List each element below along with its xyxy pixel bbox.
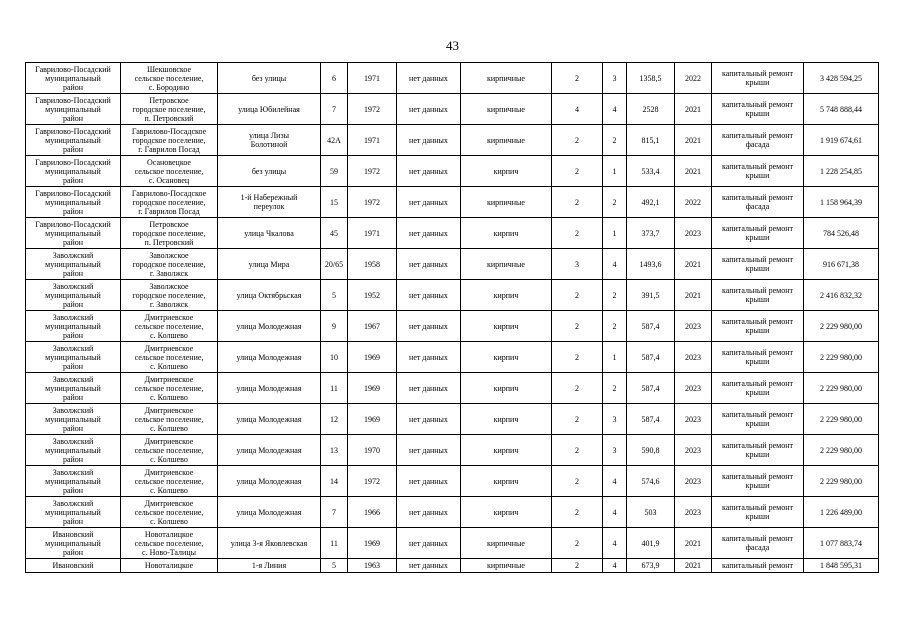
entrances-cell: 2 xyxy=(603,373,627,404)
settlement-cell: Заволжское городское поселение, г. Заволжск xyxy=(121,280,218,311)
wall-material-cell: кирпичные xyxy=(461,559,552,573)
settlement-cell: Дмитриевское сельское поселение, с. Колшево xyxy=(121,373,218,404)
cost-cell: 1 158 964,39 xyxy=(804,187,879,218)
work-type-cell: капитальный ремонт крыши xyxy=(712,373,804,404)
street-cell: улица Лизы Болотиной xyxy=(218,125,321,156)
floors-cell: 2 xyxy=(552,125,603,156)
house-number-cell: 11 xyxy=(321,373,348,404)
planned-year-cell: 2023 xyxy=(675,497,712,528)
build-year-cell: 1969 xyxy=(348,342,397,373)
wall-material-cell: кирпич xyxy=(461,435,552,466)
house-number-cell: 13 xyxy=(321,435,348,466)
area-cell: 533,4 xyxy=(627,156,675,187)
build-year-cell: 1952 xyxy=(348,280,397,311)
entrances-cell: 2 xyxy=(603,125,627,156)
page-number: 43 xyxy=(446,38,459,53)
table-row xyxy=(26,280,879,311)
cost-cell: 2 229 980,00 xyxy=(804,466,879,497)
street-cell: 1-й Набережный переулок xyxy=(218,187,321,218)
floors-cell: 2 xyxy=(552,63,603,94)
district-cell: Гаврилово-Посадский муниципальный район xyxy=(26,94,121,125)
build-year-cell: 1958 xyxy=(348,249,397,280)
settlement-cell: Дмитриевское сельское поселение, с. Колшево xyxy=(121,435,218,466)
cost-cell: 3 428 594,25 xyxy=(804,63,879,94)
floors-cell: 2 xyxy=(552,156,603,187)
street-cell: улица Молодежная xyxy=(218,311,321,342)
area-cell: 1493,6 xyxy=(627,249,675,280)
district-cell: Заволжский муниципальный район xyxy=(26,311,121,342)
entrances-cell: 3 xyxy=(603,63,627,94)
work-type-cell: капитальный ремонт крыши xyxy=(712,94,804,125)
cost-cell: 1 228 254,85 xyxy=(804,156,879,187)
settlement-cell: Дмитриевское сельское поселение, с. Колшево xyxy=(121,311,218,342)
planned-year-cell: 2023 xyxy=(675,404,712,435)
cost-cell: 784 526,48 xyxy=(804,218,879,249)
area-cell: 1358,5 xyxy=(627,63,675,94)
entrances-cell: 3 xyxy=(603,404,627,435)
district-cell: Гаврилово-Посадский муниципальный район xyxy=(26,156,121,187)
entrances-cell: 1 xyxy=(603,218,627,249)
wall-material-cell: кирпич xyxy=(461,280,552,311)
build-year-cell: 1967 xyxy=(348,311,397,342)
planned-year-cell: 2021 xyxy=(675,559,712,573)
settlement-cell: Новоталицкое сельское поселение, с. Ново-Талицы xyxy=(121,528,218,559)
street-cell: улица Чкалова xyxy=(218,218,321,249)
table-row xyxy=(26,404,879,435)
wall-material-cell: кирпичные xyxy=(461,94,552,125)
area-cell: 391,5 xyxy=(627,280,675,311)
floors-cell: 2 xyxy=(552,311,603,342)
settlement-cell: Новоталицкое xyxy=(121,559,218,573)
overhaul-year-cell: нет данных xyxy=(397,342,461,373)
entrances-cell: 4 xyxy=(603,559,627,573)
house-number-cell: 14 xyxy=(321,466,348,497)
house-number-cell: 9 xyxy=(321,311,348,342)
work-type-cell: капитальный ремонт крыши xyxy=(712,249,804,280)
house-number-cell: 45 xyxy=(321,218,348,249)
area-cell: 401,9 xyxy=(627,528,675,559)
cost-cell: 1 848 595,31 xyxy=(804,559,879,573)
overhaul-year-cell: нет данных xyxy=(397,156,461,187)
work-type-cell: капитальный ремонт крыши xyxy=(712,218,804,249)
overhaul-year-cell: нет данных xyxy=(397,187,461,218)
build-year-cell: 1966 xyxy=(348,497,397,528)
cost-cell: 916 671,38 xyxy=(804,249,879,280)
planned-year-cell: 2021 xyxy=(675,125,712,156)
entrances-cell: 4 xyxy=(603,94,627,125)
area-cell: 587,4 xyxy=(627,404,675,435)
table-row xyxy=(26,156,879,187)
street-cell: улица Молодежная xyxy=(218,342,321,373)
house-number-cell: 11 xyxy=(321,528,348,559)
wall-material-cell: кирпич xyxy=(461,156,552,187)
cost-cell: 1 919 674,61 xyxy=(804,125,879,156)
cost-cell: 1 077 883,74 xyxy=(804,528,879,559)
overhaul-year-cell: нет данных xyxy=(397,559,461,573)
house-number-cell: 7 xyxy=(321,497,348,528)
cost-cell: 2 229 980,00 xyxy=(804,373,879,404)
district-cell: Гаврилово-Посадский муниципальный район xyxy=(26,63,121,94)
planned-year-cell: 2021 xyxy=(675,249,712,280)
table-row xyxy=(26,249,879,280)
cost-cell: 1 226 489,00 xyxy=(804,497,879,528)
cost-cell: 2 229 980,00 xyxy=(804,311,879,342)
district-cell: Ивановский xyxy=(26,559,121,573)
wall-material-cell: кирпич xyxy=(461,342,552,373)
overhaul-year-cell: нет данных xyxy=(397,125,461,156)
table-row xyxy=(26,466,879,497)
wall-material-cell: кирпичные xyxy=(461,125,552,156)
table-body xyxy=(26,63,879,573)
floors-cell: 2 xyxy=(552,497,603,528)
work-type-cell: капитальный ремонт крыши xyxy=(712,466,804,497)
settlement-cell: Петровское городское поселение, п. Петровский xyxy=(121,218,218,249)
area-cell: 590,8 xyxy=(627,435,675,466)
wall-material-cell: кирпич xyxy=(461,497,552,528)
work-type-cell: капитальный ремонт фасада xyxy=(712,528,804,559)
district-cell: Заволжский муниципальный район xyxy=(26,373,121,404)
wall-material-cell: кирпич xyxy=(461,218,552,249)
area-cell: 373,7 xyxy=(627,218,675,249)
house-number-cell: 12 xyxy=(321,404,348,435)
cost-cell: 2 229 980,00 xyxy=(804,404,879,435)
work-type-cell: капитальный ремонт крыши xyxy=(712,404,804,435)
settlement-cell: Шекшовское сельское поселение, с. Бородино xyxy=(121,63,218,94)
street-cell: улица Мира xyxy=(218,249,321,280)
planned-year-cell: 2023 xyxy=(675,373,712,404)
overhaul-year-cell: нет данных xyxy=(397,466,461,497)
planned-year-cell: 2021 xyxy=(675,280,712,311)
work-type-cell: капитальный ремонт крыши xyxy=(712,342,804,373)
floors-cell: 2 xyxy=(552,373,603,404)
table-row xyxy=(26,94,879,125)
settlement-cell: Петровское городское поселение, п. Петровский xyxy=(121,94,218,125)
cost-cell: 2 229 980,00 xyxy=(804,435,879,466)
district-cell: Заволжский муниципальный район xyxy=(26,249,121,280)
settlement-cell: Гаврилово-Посадское городское поселение, г. Гаврилов Посад xyxy=(121,125,218,156)
settlement-cell: Осановецкое сельское поселение, с. Осановец xyxy=(121,156,218,187)
settlement-cell: Дмитриевское сельское поселение, с. Колшево xyxy=(121,404,218,435)
entrances-cell: 2 xyxy=(603,187,627,218)
table-row xyxy=(26,218,879,249)
street-cell: улица Молодежная xyxy=(218,404,321,435)
work-type-cell: капитальный ремонт крыши xyxy=(712,497,804,528)
district-cell: Заволжский муниципальный район xyxy=(26,342,121,373)
settlement-cell: Заволжское городское поселение, г. Заволжск xyxy=(121,249,218,280)
street-cell: 1-я Линия xyxy=(218,559,321,573)
street-cell: улица Молодежная xyxy=(218,497,321,528)
overhaul-year-cell: нет данных xyxy=(397,497,461,528)
house-number-cell: 5 xyxy=(321,559,348,573)
overhaul-year-cell: нет данных xyxy=(397,280,461,311)
floors-cell: 4 xyxy=(552,94,603,125)
entrances-cell: 1 xyxy=(603,342,627,373)
district-cell: Гаврилово-Посадский муниципальный район xyxy=(26,218,121,249)
street-cell: улица Молодежная xyxy=(218,435,321,466)
district-cell: Заволжский муниципальный район xyxy=(26,435,121,466)
settlement-cell: Гаврилово-Посадское городское поселение, г. Гаврилов Посад xyxy=(121,187,218,218)
area-cell: 587,4 xyxy=(627,342,675,373)
planned-year-cell: 2023 xyxy=(675,311,712,342)
wall-material-cell: кирпичные xyxy=(461,187,552,218)
overhaul-year-cell: нет данных xyxy=(397,218,461,249)
work-type-cell: капитальный ремонт крыши xyxy=(712,156,804,187)
table-row xyxy=(26,342,879,373)
street-cell: без улицы xyxy=(218,63,321,94)
house-number-cell: 10 xyxy=(321,342,348,373)
planned-year-cell: 2021 xyxy=(675,94,712,125)
wall-material-cell: кирпичные xyxy=(461,249,552,280)
build-year-cell: 1969 xyxy=(348,528,397,559)
area-cell: 673,9 xyxy=(627,559,675,573)
build-year-cell: 1971 xyxy=(348,63,397,94)
floors-cell: 2 xyxy=(552,528,603,559)
build-year-cell: 1972 xyxy=(348,187,397,218)
planned-year-cell: 2022 xyxy=(675,63,712,94)
build-year-cell: 1969 xyxy=(348,404,397,435)
table-row xyxy=(26,528,879,559)
work-type-cell: капитальный ремонт крыши xyxy=(712,280,804,311)
planned-year-cell: 2021 xyxy=(675,528,712,559)
work-type-cell: капитальный ремонт крыши xyxy=(712,63,804,94)
entrances-cell: 3 xyxy=(603,435,627,466)
wall-material-cell: кирпич xyxy=(461,404,552,435)
table-row xyxy=(26,373,879,404)
overhaul-year-cell: нет данных xyxy=(397,63,461,94)
entrances-cell: 4 xyxy=(603,249,627,280)
floors-cell: 3 xyxy=(552,249,603,280)
street-cell: улица 3-я Яковлевская xyxy=(218,528,321,559)
house-number-cell: 42А xyxy=(321,125,348,156)
table-row xyxy=(26,311,879,342)
overhaul-year-cell: нет данных xyxy=(397,94,461,125)
build-year-cell: 1963 xyxy=(348,559,397,573)
wall-material-cell: кирпичные xyxy=(461,528,552,559)
entrances-cell: 4 xyxy=(603,528,627,559)
work-type-cell: капитальный ремонт xyxy=(712,559,804,573)
area-cell: 587,4 xyxy=(627,311,675,342)
wall-material-cell: кирпич xyxy=(461,466,552,497)
district-cell: Ивановский муниципальный район xyxy=(26,528,121,559)
street-cell: улица Молодежная xyxy=(218,373,321,404)
planned-year-cell: 2023 xyxy=(675,342,712,373)
area-cell: 815,1 xyxy=(627,125,675,156)
floors-cell: 2 xyxy=(552,466,603,497)
planned-year-cell: 2021 xyxy=(675,156,712,187)
street-cell: улица Молодежная xyxy=(218,466,321,497)
settlement-cell: Дмитриевское сельское поселение, с. Колшево xyxy=(121,342,218,373)
entrances-cell: 4 xyxy=(603,466,627,497)
planned-year-cell: 2023 xyxy=(675,435,712,466)
overhaul-year-cell: нет данных xyxy=(397,435,461,466)
table-row xyxy=(26,125,879,156)
build-year-cell: 1970 xyxy=(348,435,397,466)
floors-cell: 2 xyxy=(552,187,603,218)
build-year-cell: 1971 xyxy=(348,125,397,156)
work-type-cell: капитальный ремонт фасада xyxy=(712,125,804,156)
area-cell: 2528 xyxy=(627,94,675,125)
area-cell: 503 xyxy=(627,497,675,528)
table-row xyxy=(26,497,879,528)
area-cell: 587,4 xyxy=(627,373,675,404)
street-cell: улица Юбилейная xyxy=(218,94,321,125)
build-year-cell: 1972 xyxy=(348,466,397,497)
wall-material-cell: кирпич xyxy=(461,373,552,404)
table-row xyxy=(26,435,879,466)
district-cell: Заволжский муниципальный район xyxy=(26,466,121,497)
work-type-cell: капитальный ремонт крыши xyxy=(712,435,804,466)
settlement-cell: Дмитриевское сельское поселение, с. Колшево xyxy=(121,466,218,497)
build-year-cell: 1972 xyxy=(348,94,397,125)
planned-year-cell: 2023 xyxy=(675,218,712,249)
overhaul-year-cell: нет данных xyxy=(397,373,461,404)
house-number-cell: 6 xyxy=(321,63,348,94)
district-cell: Заволжский муниципальный район xyxy=(26,404,121,435)
cost-cell: 2 416 832,32 xyxy=(804,280,879,311)
housing-repair-table xyxy=(25,62,879,573)
cost-cell: 2 229 980,00 xyxy=(804,342,879,373)
build-year-cell: 1971 xyxy=(348,218,397,249)
street-cell: без улицы xyxy=(218,156,321,187)
table-row xyxy=(26,559,879,573)
floors-cell: 2 xyxy=(552,342,603,373)
house-number-cell: 15 xyxy=(321,187,348,218)
wall-material-cell: кирпич xyxy=(461,311,552,342)
area-cell: 492,1 xyxy=(627,187,675,218)
build-year-cell: 1972 xyxy=(348,156,397,187)
district-cell: Заволжский муниципальный район xyxy=(26,497,121,528)
district-cell: Гаврилово-Посадский муниципальный район xyxy=(26,125,121,156)
planned-year-cell: 2023 xyxy=(675,466,712,497)
floors-cell: 2 xyxy=(552,559,603,573)
house-number-cell: 59 xyxy=(321,156,348,187)
wall-material-cell: кирпичные xyxy=(461,63,552,94)
house-number-cell: 7 xyxy=(321,94,348,125)
overhaul-year-cell: нет данных xyxy=(397,528,461,559)
entrances-cell: 2 xyxy=(603,280,627,311)
table-row xyxy=(26,63,879,94)
entrances-cell: 4 xyxy=(603,497,627,528)
house-number-cell: 20/65 xyxy=(321,249,348,280)
entrances-cell: 1 xyxy=(603,156,627,187)
settlement-cell: Дмитриевское сельское поселение, с. Колшево xyxy=(121,497,218,528)
street-cell: улица Октябрьская xyxy=(218,280,321,311)
house-number-cell: 5 xyxy=(321,280,348,311)
district-cell: Гаврилово-Посадский муниципальный район xyxy=(26,187,121,218)
overhaul-year-cell: нет данных xyxy=(397,311,461,342)
entrances-cell: 2 xyxy=(603,311,627,342)
floors-cell: 2 xyxy=(552,404,603,435)
cost-cell: 5 748 888,44 xyxy=(804,94,879,125)
table-row xyxy=(26,187,879,218)
floors-cell: 2 xyxy=(552,218,603,249)
area-cell: 574,6 xyxy=(627,466,675,497)
planned-year-cell: 2022 xyxy=(675,187,712,218)
work-type-cell: капитальный ремонт крыши xyxy=(712,311,804,342)
district-cell: Заволжский муниципальный район xyxy=(26,280,121,311)
floors-cell: 2 xyxy=(552,280,603,311)
overhaul-year-cell: нет данных xyxy=(397,249,461,280)
overhaul-year-cell: нет данных xyxy=(397,404,461,435)
work-type-cell: капитальный ремонт фасада xyxy=(712,187,804,218)
floors-cell: 2 xyxy=(552,435,603,466)
build-year-cell: 1969 xyxy=(348,373,397,404)
